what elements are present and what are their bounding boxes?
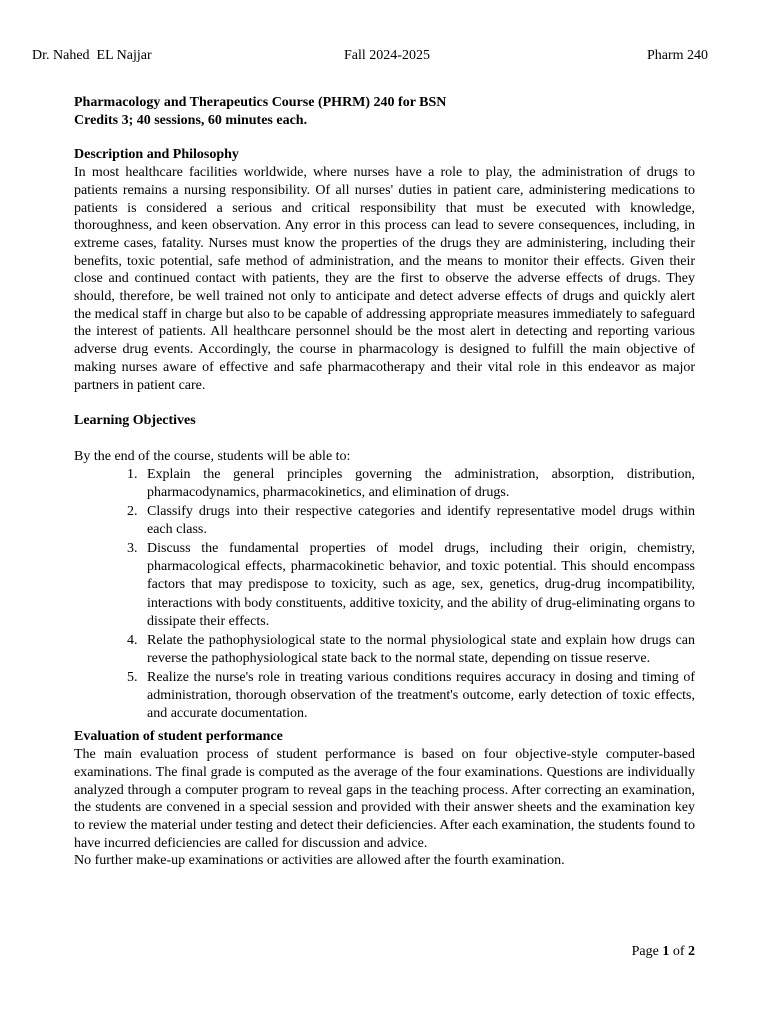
- page-total: 2: [688, 944, 695, 959]
- objectives-intro: By the end of the course, students will be able to:: [74, 448, 351, 464]
- list-item: 2. Classify drugs into their respective categories and identify representative model drugs within each class.: [141, 503, 695, 539]
- header-course-code: Pharm 240: [646, 48, 708, 63]
- header-term: Fall 2024-2025: [344, 48, 430, 63]
- list-item: 4. Relate the pathophysiological state to the normal physiological state and explain how drugs can reverse the pathophysiological state back to the normal state, depending on tissue reserve.: [141, 632, 695, 668]
- evaluation-heading: Evaluation of student performance: [74, 729, 283, 745]
- course-title: Pharmacology and Therapeutics Course (PHRM) 240 for BSN: [74, 95, 447, 110]
- page-number: [632, 944, 695, 960]
- evaluation-note: No further make-up examinations or activities are allowed after the fourth examination.: [74, 853, 565, 869]
- description-heading: Description and Philosophy: [74, 147, 239, 163]
- of-word: of: [669, 944, 688, 959]
- description-text: In most healthcare facilities worldwide, where nurses have a role to play, the administration of drugs to patients remains a nursing responsibility. Of all nurses' duties in patient care, administering medications to patients is considered a serious and critical responsibility that must be executed with knowledge, thoroughness, and keen observation. Any error in this process can lead to severe consequences, including, in extreme cases, fatality. Nurses must know the properties of the drugs they are administering, including their benefits, toxic potential, safe method of administration, and the means to monitor their effects. Given their close and continued contact with patients, they are the first to observe the adverse effects of drugs. They should, therefore, be well trained not only to anticipate and detect adverse effects of drugs and quickly alert the medical staff in charge but also to be capable of addressing appropriate measures immediately to safeguard the interest of patients. All healthcare personnel should be the most alert in detecting and reporting various adverse drug events. Accordingly, the course in pharmacology is designed to fulfill the main objective of making nurses aware of effective and safe pharmacotherapy and their vital role in this endeavor as major partners in patient care.: [74, 165, 695, 393]
- page-header: [32, 48, 708, 64]
- page-word: Page: [631, 944, 663, 959]
- evaluation-text: The main evaluation process of student performance is based on four objective-style computer-based examinations. The final grade is computed as the average of the four examinations. Questions are individually analyzed through a computer program to reveal gaps in the teaching process. After correcting an examination, the students are convened in a special session and provided with their answer sheets and the examination key to review the material under testing and detect their deficiencies. After each examination, the students found to have incurred deficiencies are called for discussion and advice.: [74, 747, 695, 851]
- header-author: Dr. Nahed EL Najjar: [32, 48, 152, 63]
- objectives-heading: Learning Objectives: [74, 413, 196, 429]
- page-current: 1: [662, 944, 670, 959]
- list-item: 1. Explain the general principles governing the administration, absorption, distribution, pharmacodynamics, pharmacokinetics, and elimination of drugs.: [141, 466, 695, 502]
- objectives-list: [74, 466, 695, 724]
- list-item: 3. Discuss the fundamental properties of model drugs, including their origin, chemistry, pharmacological effects, pharmacokinetic behavior, and toxic potential. This should encompass factors that may predispose to toxicity, such as age, sex, genetics, drug-drug incompatibility, interactions with body constituents, additive toxicity, and the ability of drug-eliminating organs to dissipate their effects.: [141, 540, 695, 630]
- document-body: [74, 94, 695, 870]
- list-item: 5. Realize the nurse's role in treating various conditions requires accuracy in dosing and timing of administration, thorough observation of the treatment's outcome, early detection of toxic effects, and accurate documentation.: [141, 669, 695, 723]
- course-credits: Credits 3; 40 sessions, 60 minutes each.: [74, 112, 308, 128]
